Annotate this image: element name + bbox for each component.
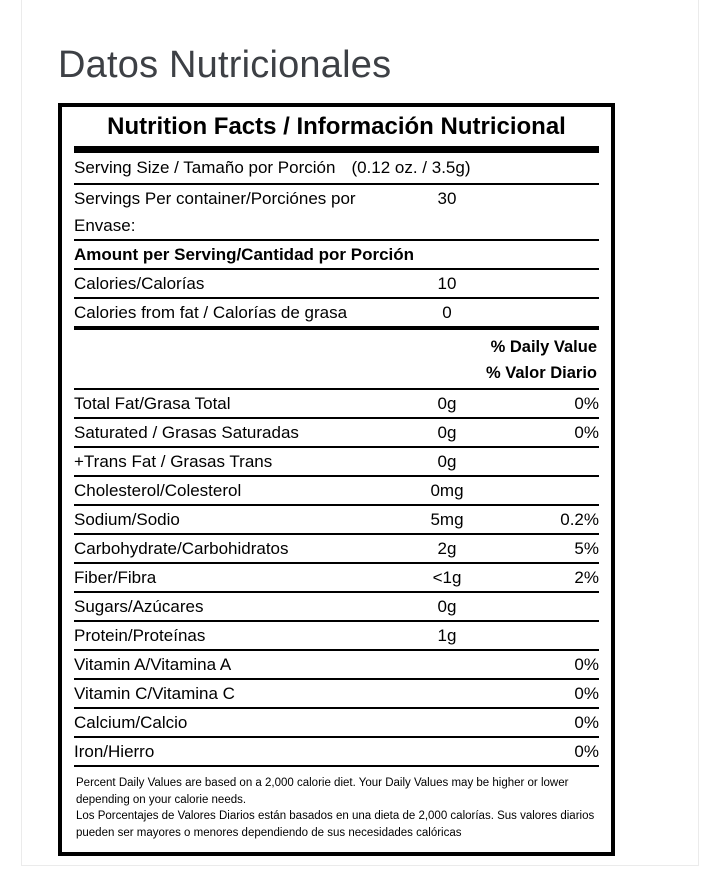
calories-from-fat-row bbox=[74, 299, 599, 330]
nutrient-rows bbox=[74, 390, 599, 767]
nutrient-value: 0g bbox=[437, 423, 457, 442]
content-card bbox=[21, 0, 699, 866]
nutrient-label: +Trans Fat / Grasas Trans bbox=[74, 452, 273, 471]
label-title: Nutrition Facts / Información Nutricional bbox=[107, 113, 566, 140]
servings-per-container-row bbox=[74, 185, 599, 241]
nutrient-label: Saturated / Grasas Saturadas bbox=[74, 423, 299, 442]
nutrient-value: <1g bbox=[432, 568, 462, 587]
page-title: Datos Nutricionales bbox=[58, 44, 392, 86]
nutrient-label: Sugars/Azúcares bbox=[74, 597, 204, 616]
table-row bbox=[74, 709, 599, 738]
table-row bbox=[74, 622, 599, 651]
nutrient-label: Iron/Hierro bbox=[74, 742, 155, 761]
calories-from-fat-label: Calories from fat / Calorías de grasa bbox=[74, 303, 348, 322]
calories-value: 10 bbox=[437, 274, 457, 293]
serving-size-value: (0.12 oz. / 3.5g) bbox=[351, 158, 471, 177]
nutrient-daily-value: 0% bbox=[574, 394, 599, 413]
nutrition-facts-label bbox=[58, 103, 615, 856]
nutrient-value: 5mg bbox=[430, 510, 464, 529]
footnote-english: Percent Daily Values are based on a 2,000 calorie diet. Your Daily Values may be higher or lower depending on your calorie needs. bbox=[76, 777, 569, 806]
table-row bbox=[74, 535, 599, 564]
footnote-spanish: Los Porcentajes de Valores Diarios están basados en una dieta de 2,000 calorías. Sus valores diarios pueden ser mayores o menores dependiendo de sus necesidades calóricas bbox=[76, 810, 595, 840]
table-row bbox=[74, 448, 599, 477]
thick-divider-bar bbox=[74, 146, 599, 153]
nutrient-label: Protein/Proteínas bbox=[74, 626, 206, 645]
servings-per-container-value: 30 bbox=[437, 189, 457, 208]
calories-row bbox=[74, 270, 599, 299]
amount-per-serving-header: Amount per Serving/Cantidad por Porción bbox=[74, 245, 415, 264]
footnote bbox=[74, 767, 599, 852]
table-row bbox=[74, 564, 599, 593]
daily-value-header-es: % Valor Diario bbox=[486, 364, 597, 382]
table-row bbox=[74, 738, 599, 767]
nutrient-value: 2g bbox=[437, 539, 457, 558]
nutrient-label: Sodium/Sodio bbox=[74, 510, 180, 529]
nutrient-value: 0g bbox=[437, 394, 457, 413]
nutrient-value: 1g bbox=[437, 626, 457, 645]
nutrient-daily-value: 0% bbox=[574, 713, 599, 732]
table-row bbox=[74, 680, 599, 709]
nutrient-value: 0g bbox=[437, 597, 457, 616]
table-row bbox=[74, 651, 599, 680]
nutrient-daily-value: 2% bbox=[574, 568, 599, 587]
table-row bbox=[74, 477, 599, 506]
table-row bbox=[74, 593, 599, 622]
calories-label: Calories/Calorías bbox=[74, 274, 205, 293]
nutrient-label: Vitamin C/Vitamina C bbox=[74, 684, 235, 703]
table-row bbox=[74, 506, 599, 535]
nutrient-value: 0g bbox=[437, 452, 457, 471]
servings-per-container-label: Servings Per container/Porciónes por Envase: bbox=[74, 189, 356, 235]
nutrient-label: Calcium/Calcio bbox=[74, 713, 188, 732]
serving-size-row bbox=[74, 153, 599, 185]
nutrient-label: Vitamin A/Vitamina A bbox=[74, 655, 232, 674]
calories-from-fat-value: 0 bbox=[442, 303, 452, 322]
daily-value-header bbox=[74, 330, 599, 390]
table-row bbox=[74, 390, 599, 419]
nutrient-daily-value: 0% bbox=[574, 423, 599, 442]
nutrient-label: Fiber/Fibra bbox=[74, 568, 157, 587]
amount-per-serving-header-row bbox=[74, 241, 599, 270]
nutrient-label: Carbohydrate/Carbohidratos bbox=[74, 539, 289, 558]
nutrient-daily-value: 0% bbox=[574, 742, 599, 761]
nutrient-daily-value: 0.2% bbox=[560, 510, 599, 529]
nutrient-label: Total Fat/Grasa Total bbox=[74, 394, 231, 413]
table-row bbox=[74, 419, 599, 448]
nutrient-label: Cholesterol/Colesterol bbox=[74, 481, 242, 500]
serving-size-label: Serving Size / Tamaño por Porción bbox=[74, 158, 336, 177]
nutrient-daily-value: 0% bbox=[574, 684, 599, 703]
nutrient-value: 0mg bbox=[430, 481, 464, 500]
daily-value-header-en: % Daily Value bbox=[490, 338, 597, 356]
nutrient-daily-value: 5% bbox=[574, 539, 599, 558]
nutrient-daily-value: 0% bbox=[574, 655, 599, 674]
